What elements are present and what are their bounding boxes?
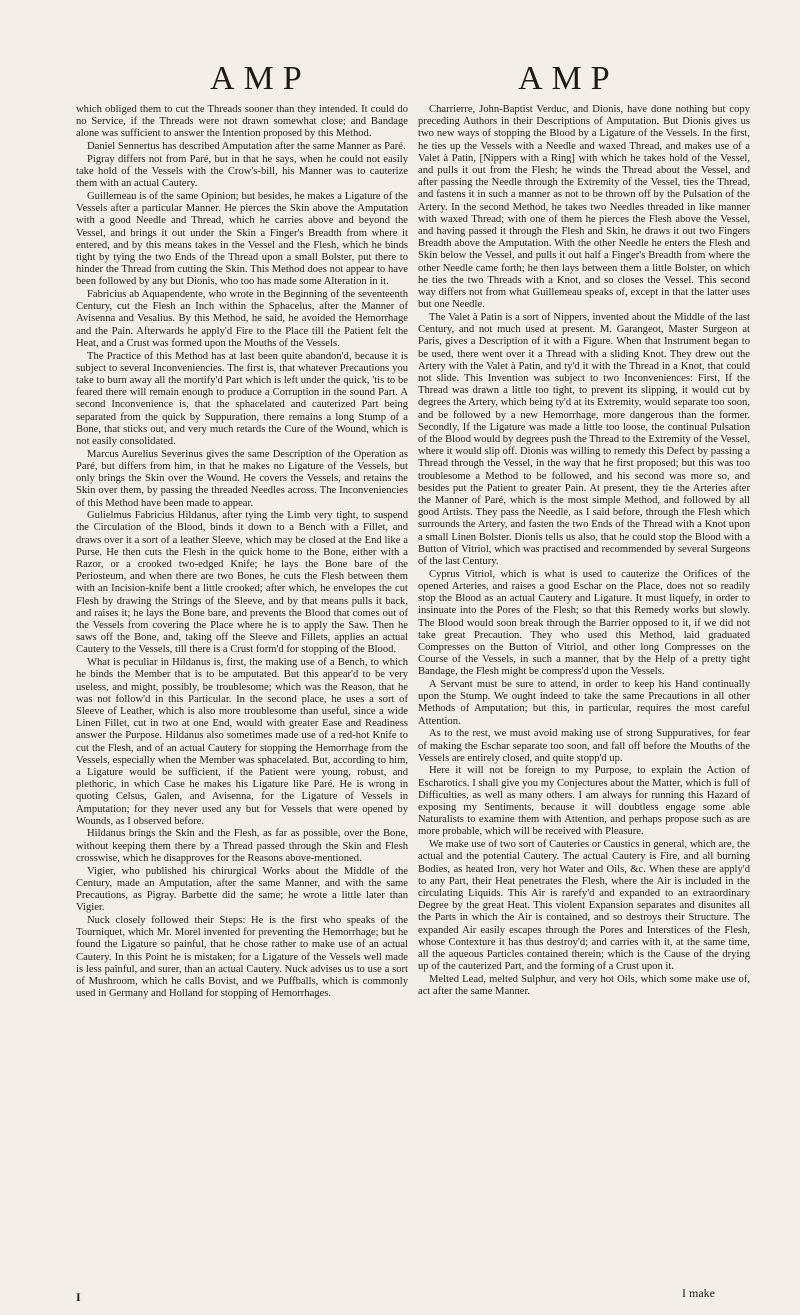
paragraph: The Practice of this Method has at last been quite abandon'd, because it is subject to several Inconveniencies. The first is, that whatever Precautions you take to burn away all the mortify'd Part which is left under the quick, 'tis to be feared there will remain enough to produce a Corruption in the sound Part. A second Inconvenience is, that the sphacelated and cauterized Part being separated from the quick by Suppuration, there remains a long Stump of a Bone, that sticks out, and very much retards the Cure of the Wound, which is not easily consolidated. bbox=[76, 350, 408, 447]
paragraph: The Valet à Patin is a sort of Nippers, invented about the Middle of the last Century, and not much used at present. M. Garangeot, Master Surgeon at Paris, gives a Description of it with a Figure. When that Instrument began to be used, there went over it a Thread with a sliding Knot. They drew out the Artery with the Valet à Patin, and ty'd it with the Thread in a Knot, that could not slide. This Invention was subject to two Inconveniences: First, If the Thread was drawn a little too tight, to prevent its slipping, it would cut by degrees the Artery, which being ty'd at its Extremity, would separate too soon, and be followed by a new Hemorrhage, more dangerous than the former. Secondly, If the Ligature was made a little too loose, the continual Pulsation of the Blood would by degrees push the Thread to the Extremity of the Vessel, where it would slip off. Dionis was willing to remedy this Defect by passing a Thread through the Vessel, in the way that he first proposed; but this was too troublesome a Method to be followed, and his second was more so, and besides put the Patient to greater Pain. At present, they tie the Arteries after the Manner of Paré, which is the most simple Method, and followed by all good Artists. They pass the Needle, as I said before, through the Flesh which surrounds the Artery, and fasten the two Ends of the Thread with a Knot upon a small Linen Bolster. Dionis tells us also, that he could stop the Blood with a Button of Vitriol, which was practised and recommended by several Surgeons of the last Century. bbox=[418, 311, 750, 568]
paragraph: Fabricius ab Aquapendente, who wrote in the Beginning of the seventeenth Century, cut the Flesh an Inch within the Sphacelus, after the Manner of Avisenna and Vesalius. By this Method, he said, he avoided the Hemorrhage and the Pain. Afterwards he apply'd Fire to the Place till the Patient felt the Heat, and a Crust was formed upon the Mouths of the Vessels. bbox=[76, 289, 408, 349]
paragraph: Nuck closely followed their Steps: He is the first who speaks of the Tourniquet, which Mr. Morel invented for preventing the Hemorrhage; but he found the Ligature so painful, that he chose rather to make use of an actual Cautery. In this Point he is mistaken; for a Ligature of the Vessels well made is less painful, and surer, than an actual Cautery. Nuck advises us to use a sort of Mushroom, which he calls Bovist, and we Puffballs, which is commonly used in Germany and Holland for stopping of Hemorrhages. bbox=[76, 914, 408, 1000]
catchword: I make bbox=[682, 1286, 715, 1300]
paragraph: Hildanus brings the Skin and the Flesh, as far as possible, over the Bone, without keeping them there by a Thread passed through the Skin and Flesh crosswise, which he disapproves for the Reasons above-mentioned. bbox=[76, 828, 408, 864]
paragraph: Cyprus Vitriol, which is what is used to cauterize the Orifices of the opened Arteries, and raises a good Eschar on the Place, does not so readily stop the Blood as an actual Cautery and Ligature. It must liquefy, in order to insinuate into the Pores of the Flesh; so that this Remedy works but slowly. The Blood would soon break through the Barrier opposed to it, if we did not take great Precaution. They who used this Method, laid graduated Compresses on the Button of Vitriol, and other long Compresses on the Course of the Vessels, in such a manner, that by the Help of a pretty tight Bandage, the Flesh might be compress'd upon the Vessels. bbox=[418, 568, 750, 678]
paragraph: As to the rest, we must avoid making use of strong Suppuratives, for fear of making the Eschar separate too soon, and fall off before the Mouths of the Vessels are entirely closed, and quite stopp'd up. bbox=[418, 728, 750, 764]
running-header-right: AMP bbox=[518, 60, 619, 97]
paragraph: Here it will not be foreign to my Purpose, to explain the Action of Escharotics. I shall give you my Conjectures about the Matter, which is full of Difficulties, as well as many others. I am always for running this Hazard of exposing my Sentiments, because it will doubtless engage some able Naturalists to examine them with Attention, and perhaps propose such as are more probable, which will be received with Pleasure. bbox=[418, 765, 750, 838]
paragraph: Guillemeau is of the same Opinion; but besides, he makes a Ligature of the Vessels after a particular Manner. He pierces the Skin above the Amputation with a good Needle and Thread, which he carries above and beyond the Vessel, and brings it out under the Skin a Finger's Breadth from where it entered, and by this means takes in the Vessel and the Flesh, which he binds tight by tying the two Ends of the Thread upon a small Bolster, put there to hinder the Thread from cutting the Skin. This Method does not appear to have been followed by any but Dionis, who too has made some Alteration in it. bbox=[76, 190, 408, 288]
left-column bbox=[76, 104, 408, 1001]
signature-mark: I bbox=[76, 1290, 81, 1304]
paragraph: A Servant must be sure to attend, in order to keep his Hand continually upon the Stump. We ought indeed to take the same Precautions in all other Methods of Amputation; but this, in particular, requires the most careful Attention. bbox=[418, 679, 750, 727]
paragraph: What is peculiar in Hildanus is, first, the making use of a Bench, to which he binds the Member that is to be amputated. But this appear'd to be very useless, and might, possibly, be troublesome; which was the Reason, that he was not follow'd in this Particular. In the second place, he uses a sort of Sleeve of Leather, which is also more troublesome than useful, since a wide Linen Fillet, cut in two at one End, would with greater Ease and Readiness answer the Purpose. Hildanus also sometimes made use of a red-hot Knife to cut the Flesh, and of an actual Cautery for stopping the Hemorrhage from the Vessels, especially when the Member was sphacelated. But, according to him, a Ligature would be sufficient, if the Patient were young, robust, and plethoric, in which Case he makes his Ligature like Paré. He is wrong in quoting Celsus, Galen, and Avisenna, for the Ligature of Vessels in Amputation; for they never used any but for Vessels that were opened by Wounds, as I observed before. bbox=[76, 657, 408, 827]
paragraph: Vigier, who published his chirurgical Works about the Middle of the Century, made an Amputation, after the same Manner, and with the same Precautions, as Pigray. Barbette did the same; he wrote a little later than Vigier. bbox=[76, 865, 408, 914]
paragraph: which obliged them to cut the Threads sooner than they intended. It could do no Service, if the Threads were not drawn somewhat close; and Bandage alone was sufficient to answer the Intention proposed by this Method. bbox=[76, 104, 408, 140]
paragraph: We make use of two sort of Cauteries or Caustics in general, which are, the actual and the potential Cautery. The actual Cautery is Fire, and all burning Bodies, as heated Iron, very hot Water and Oils, &c. When these are apply'd to any Part, their Heat penetrates the Flesh, where the Air is included in the circulating Liquids. This Air is rarefy'd and expanded to an extraordinary Degree by the great Heat. This violent Expansion separates and disunites all the Parts in which the Air is contained, and so destroys their Structure. The expanded Air easily escapes through the Pores and Interstices of the Flesh, whose Contexture it has thus destroy'd; and carries with it, at the same time, all the aqueous Particles contained therein; which is the Cause of the drying up of the cauterized Part, and the forming of a Crust upon it. bbox=[418, 839, 750, 973]
paragraph: Pigray differs not from Paré, but in that he says, when he could not easily take hold of the Vessels with the Crow's-bill, his Manner was to cauterize them with an actual Cautery. bbox=[76, 153, 408, 190]
running-header-left: AMP bbox=[210, 60, 311, 97]
paragraph: Gulielmus Fabricius Hildanus, after tying the Limb very tight, to suspend the Circulation of the Blood, binds it down to a Bench with a Fillet, and draws over it a sort of a leather Sleeve, which may be closed at the End like a Purse. He then cuts the Flesh in the quick home to the Bone, either with a Razor, or a crooked two-edged Knife; he lays the Bone bare of the Periosteum, and when there are two Bones, he cuts the Flesh between them with an Incision-knife bent a little crooked; after which, he envelopes the cut Flesh by drawing the Strings of the Sleeve, and by that means pulls it back, and raises it; he lays the Bone bare, and prevents the Blood that comes out of the Vessels from covering the Place where he is to apply the Saw. Then he saws off the Bone, and, taking off the Sleeve and Fillets, applies an actual Cautery to the Vessels, till there is a Crust form'd for stopping of the Blood. bbox=[76, 510, 408, 656]
paragraph: Marcus Aurelius Severinus gives the same Description of the Operation as Paré, but differs from him, in that he makes no Ligature of the Vessels, but only brings the Skin over the Wound. He covers the Vessels, and retains the Skin over them, by passing the threaded Needles across. The Inconveniencies of this Method have been made to appear. bbox=[76, 448, 408, 509]
paragraph: Daniel Sennertus has described Amputation after the same Manner as Paré. bbox=[87, 141, 406, 153]
paragraph: Melted Lead, melted Sulphur, and very hot Oils, which some make use of, act after the same Manner. bbox=[418, 973, 750, 998]
paragraph: Charrierre, John-Baptist Verduc, and Dionis, have done nothing but copy preceding Authors in their Descriptions of Amputation. But Dionis gives us two new ways of stopping the Blood by a Ligature of the Vessels. In the first, he ties up the Vessels with a Needle and waxed Thread, and makes use of a Valet à Patin, [Nippers with a Ring] with which he takes hold of the Vessel, and pulls it out from the Flesh; he winds the Thread about the Vessel, and after passing the Needle through the Extremity of the Vessel, ties the Thread, and fastens it in such a manner as not to be thrown off by the Pulsation of the Artery. In the second Method, he takes two Needles threaded in like manner with waxed Thread; with one of them he pierces the Flesh above the Vessel, and having passed it through the Flesh and Skin, he draws it out two Fingers Breadth above the Amputation. With the other Needle he enters the Flesh and Skin below the Vessel, and pulls it out half a Finger's Breadth from where the other Needle came forth; he then lays between them a little Bolster, on which he ties the two Threads with a Knot, and so closes the Vessel. This second way differs not from what Guillemeau speaks of, except in that the latter uses but one Needle. bbox=[418, 104, 750, 311]
right-column bbox=[418, 104, 750, 999]
